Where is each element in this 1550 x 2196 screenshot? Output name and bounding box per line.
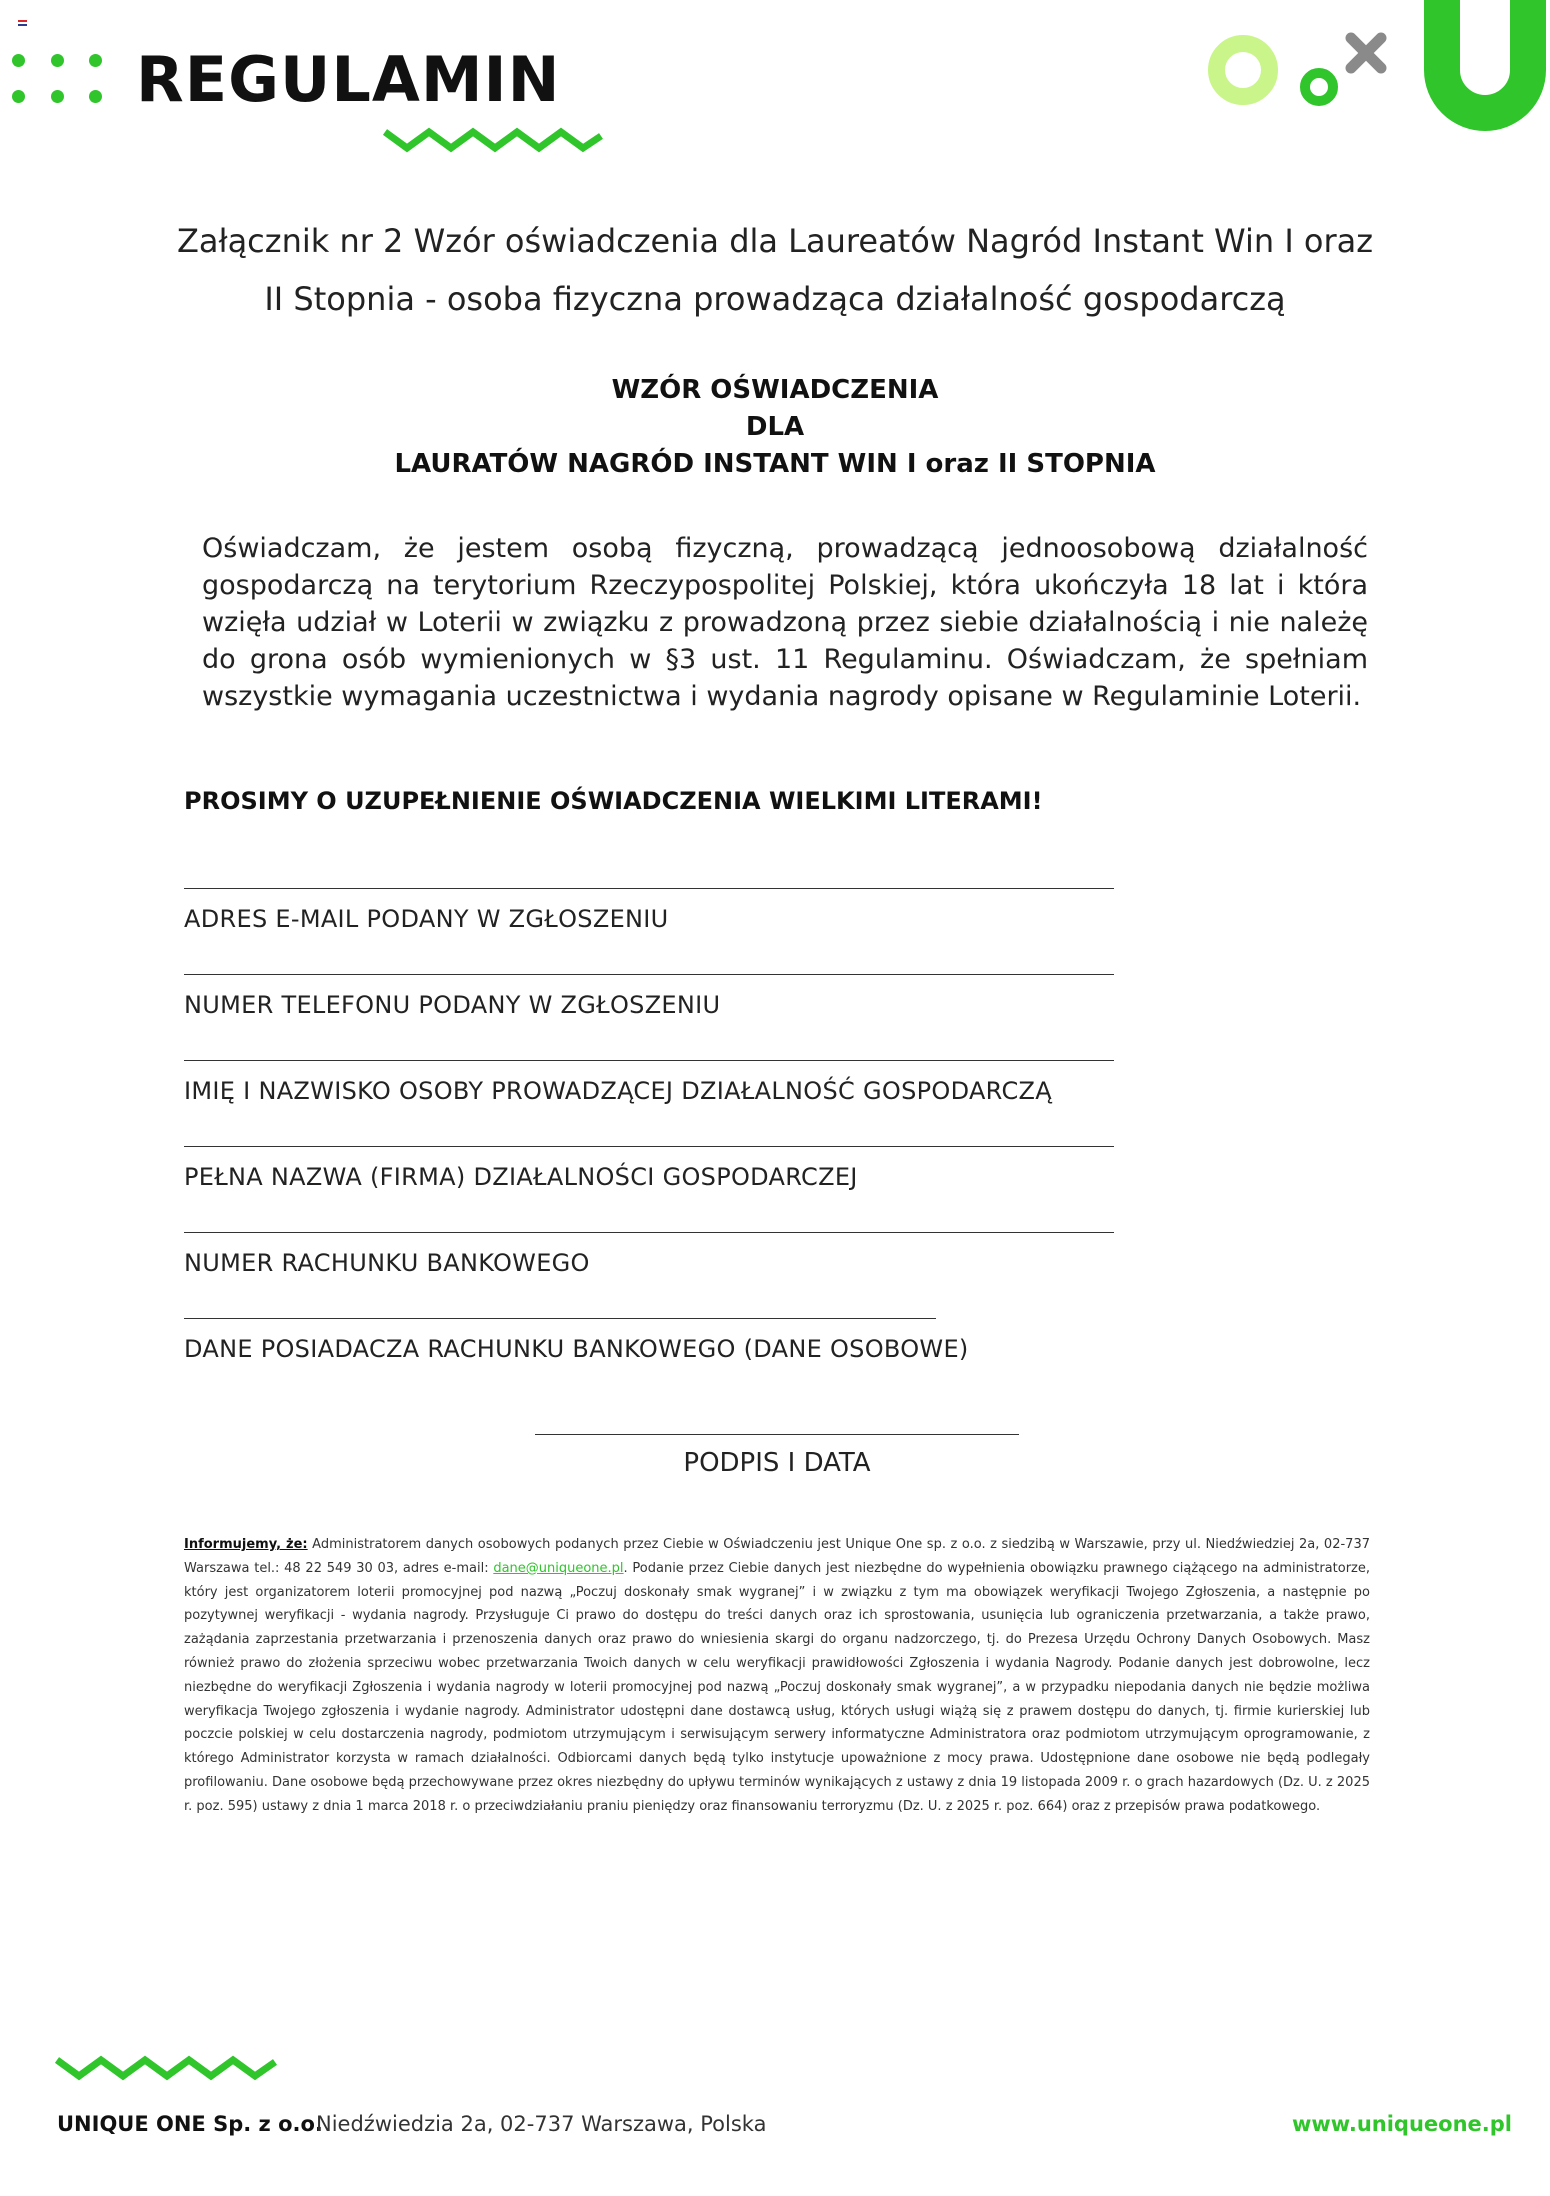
privacy-notice-text-1: Administratorem danych osobowych podanych przez Ciebie w Oświadczeniu jest Unique One sp. z o.o. z siedzibą w Warszawie, przy ul. Niedźwiedziej 2a, 02-737 Warszawa tel.: 48 22 549 30 03, adres e-mail: (184, 1537, 1370, 1576)
corner-flag-icon (18, 20, 27, 26)
ring-icon (1300, 68, 1338, 106)
ring-icon (1208, 35, 1278, 105)
annex-title: Załącznik nr 2 Wzór oświadczenia dla Laureatów Nagród Instant Win I oraz II Stopnia - osoba fizyczna prowadząca działalność gospodarczą (176, 222, 1374, 318)
phone-field[interactable] (184, 974, 1114, 1019)
signature-line[interactable] (535, 1434, 1019, 1435)
privacy-notice (184, 1533, 1370, 1819)
footer-website-link[interactable]: www.uniqueone.pl (1292, 2112, 1512, 2136)
bank-account-field-line[interactable] (184, 1232, 1114, 1233)
owner-name-field-label: IMIĘ I NAZWISKO OSOBY PROWADZĄCEJ DZIAŁALNOŚĆ GOSPODARCZĄ (184, 1077, 1052, 1105)
owner-name-field-line[interactable] (184, 1060, 1114, 1061)
privacy-email-link[interactable]: dane@uniqueone.pl (493, 1560, 624, 1576)
declaration-heading: WZÓR OŚWIADCZENIA DLA LAURATÓW NAGRÓD INSTANT WIN I oraz II STOPNIA (394, 375, 1156, 479)
signature-label: PODPIS I DATA (683, 1448, 871, 1478)
page-title: REGULAMIN (136, 43, 561, 116)
privacy-notice-lead: Informujemy, że: (184, 1537, 308, 1552)
company-name-field-label: PEŁNA NAZWA (FIRMA) DZIAŁALNOŚCI GOSPODARCZEJ (184, 1163, 858, 1191)
zigzag-icon (55, 2052, 279, 2082)
company-name-field-line[interactable] (184, 1146, 1114, 1147)
x-mark-icon (1345, 32, 1387, 74)
email-field[interactable] (184, 888, 1114, 933)
footer-company: UNIQUE ONE Sp. z o.o. (57, 2112, 323, 2136)
bank-account-field[interactable] (184, 1232, 1114, 1277)
declaration-text: Oświadczam, że jestem osobą fizyczną, prowadzącą jednoosobową działalność gospodarczą na terytorium Rzeczypospolitej Polskiej, która ukończyła 18 lat i która wzięła udział w Loterii w związku z prowadzoną przez siebie działalnością i nie należę do grona osób wymienionych w §3 ust. 11 Regulaminu. Oświadczam, że spełniam wszystkie wymagania uczestnictwa i wydania nagrody opisane w Regulaminie Loterii. (202, 533, 1368, 712)
email-field-line[interactable] (184, 888, 1114, 889)
privacy-notice-text-2: . Podanie przez Ciebie danych jest niezbędne do wypełnienia obowiązku prawnego ciążącego na administratorze, który jest organizatorem loterii promocyjnej pod nazwą „Poczuj doskonały smak wygranej” i w związku z tym ma obowiązek weryfikacji Twojego Zgłoszenia, a następnie po pozytywnej weryfikacji - wydania nagrody. Przysługuje Ci prawo do dostępu do treści danych oraz ich sprostowania, usunięcia lub ograniczenia przetwarzania, a także prawo, zażądania zaprzestania przetwarzania i przenoszenia danych oraz prawo do wniesienia skargi do organu nadzorczego, tj. do Prezesa Urzędu Ochrony Danych Osobowych. Masz również prawo do złożenia sprzeciwu wobec przetwarzania Twoich danych w celu weryfikacji prawidłowości Zgłoszenia i wydania Nagrody. Podanie danych jest dobrowolne, lecz niezbędne do weryfikacji Zgłoszenia i wydania nagrody w loterii promocyjnej pod nazwą „Poczuj doskonały smak wygranej”, a w przypadku niepodania danych nie będzie możliwa weryfikacja Twojego zgłoszenia i wydanie nagrody. Administrator udostępni dane dostawcą usług, których usługi wiążą się z prawem dostępu do danych, tj. firmie kurierskiej lub poczcie polskiej w celu dostarczenia nagrody, podmiotom utrzymującym i serwisującym serwery informatyczne Administratora oraz podmiotom utrzymującym oprogramowanie, z którego Administrator korzysta w ramach działalności. Odbiorcami danych będą tylko instytucje upoważnione z mocy prawa. Udostępnione dane osobowe nie będą podlegały profilowaniu. Dane osobowe będą przechowywane przez okres niezbędny do upływu terminów wynikających z ustawy z dnia 19 listopada 2009 r. o grach hazardowych (Dz. U. z 2025 r. poz. 595) ustawy z dnia 1 marca 2018 r. o przeciwdziałaniu praniu pieniędzy oraz finansowaniu terroryzmu (Dz. U. z 2025 r. poz. 664) oraz z przepisów prawa podatkowego. (184, 1560, 1370, 1814)
u-logo-icon (1420, 0, 1550, 142)
fill-request-note: PROSIMY O UZUPEŁNIENIE OŚWIADCZENIA WIELKIMI LITERAMI! (184, 787, 1043, 815)
account-holder-field-label: DANE POSIADACZA RACHUNKU BANKOWEGO (DANE OSOBOWE) (184, 1335, 969, 1363)
company-name-field[interactable] (184, 1146, 1114, 1191)
account-holder-field-line[interactable] (184, 1318, 936, 1319)
bank-account-field-label: NUMER RACHUNKU BANKOWEGO (184, 1249, 590, 1277)
zigzag-icon (383, 124, 603, 154)
email-field-label: ADRES E-MAIL PODANY W ZGŁOSZENIU (184, 905, 669, 933)
phone-field-line[interactable] (184, 974, 1114, 975)
owner-name-field[interactable] (184, 1060, 1114, 1105)
phone-field-label: NUMER TELEFONU PODANY W ZGŁOSZENIU (184, 991, 721, 1019)
footer-address: Niedźwiedzia 2a, 02-737 Warszawa, Polska (316, 2112, 767, 2136)
account-holder-field[interactable] (184, 1318, 969, 1363)
dots-grid-icon (12, 54, 102, 104)
